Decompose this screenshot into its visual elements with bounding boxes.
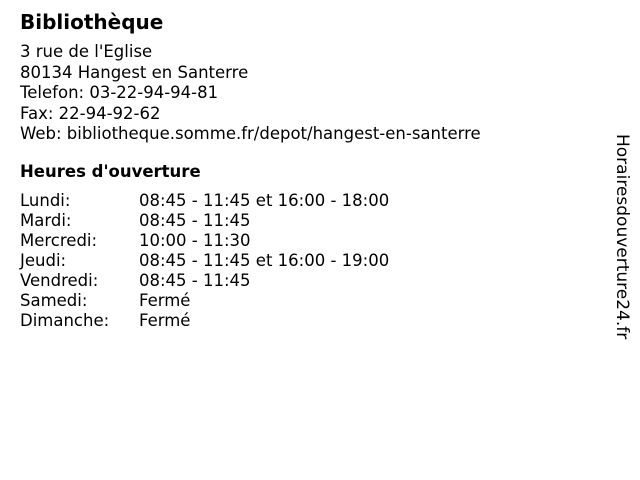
page-title: Bibliothèque: [20, 10, 164, 34]
hours-section-title: Heures d'ouverture: [20, 161, 201, 181]
hours-row-monday: [20, 191, 600, 211]
day-label: Samedi:: [20, 290, 88, 310]
web-line: Web: bibliotheque.somme.fr/depot/hangest-en-santerre: [20, 124, 481, 143]
time-value: 08:45 - 11:45: [139, 210, 251, 230]
day-label: Mercredi:: [20, 230, 98, 250]
street-line: 3 rue de l'Eglise: [20, 42, 153, 61]
time-value: 08:45 - 11:45: [139, 270, 251, 290]
hours-row-saturday: [20, 291, 600, 311]
watermark: [610, 134, 636, 370]
time-value: 08:45 - 11:45 et 16:00 - 18:00: [139, 190, 390, 210]
day-label: Vendredi:: [20, 270, 99, 290]
hours-row-tuesday: [20, 211, 600, 231]
time-value: 10:00 - 11:30: [139, 230, 251, 250]
fax-line: Fax: 22-94-92-62: [20, 103, 161, 123]
time-value: Fermé: [139, 310, 191, 330]
time-value: 08:45 - 11:45 et 16:00 - 19:00: [139, 250, 390, 270]
day-label: Mardi:: [20, 210, 72, 230]
hours-row-sunday: [20, 311, 600, 331]
watermark-text: Horairesdouverture24.fr: [612, 134, 632, 340]
opening-hours-table: [20, 191, 600, 331]
address-block: [20, 42, 600, 145]
library-card: [20, 8, 600, 331]
day-label: Lundi:: [20, 190, 71, 210]
hours-row-thursday: [20, 251, 600, 271]
time-value: Fermé: [139, 290, 191, 310]
day-label: Dimanche:: [20, 310, 110, 330]
city-line: 80134 Hangest en Santerre: [20, 62, 249, 82]
phone-line: Telefon: 03-22-94-94-81: [20, 83, 219, 102]
day-label: Jeudi:: [20, 250, 67, 270]
hours-row-wednesday: [20, 231, 600, 251]
hours-row-friday: [20, 271, 600, 291]
